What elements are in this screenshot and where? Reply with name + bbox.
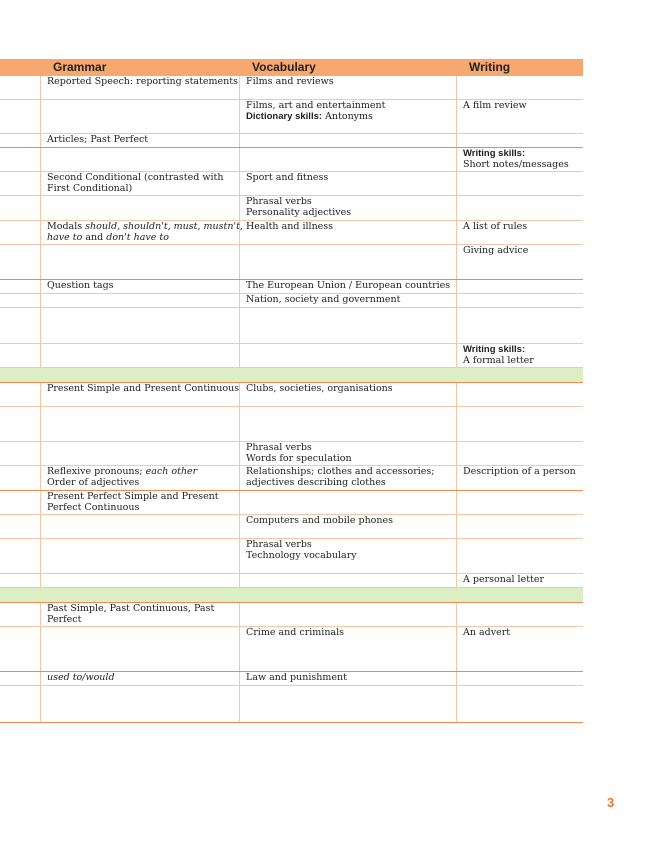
- unit-cell: [0, 491, 41, 514]
- section-divider: [0, 368, 583, 382]
- table-row: [0, 76, 583, 100]
- writing-cell: [457, 221, 583, 244]
- grammar-cell: [41, 134, 240, 147]
- vocabulary-text: Relationships; clothes and accessories;: [246, 466, 435, 477]
- grammar-text: Perfect: [47, 613, 82, 625]
- skills-label: Dictionary skills:: [246, 110, 323, 122]
- unit-cell: [0, 627, 41, 671]
- unit-cell: [0, 76, 41, 99]
- vocabulary-cell: [240, 280, 457, 293]
- vocabulary-cell: [240, 308, 457, 343]
- grammar-cell: [41, 627, 240, 671]
- grammar-italic: each other: [145, 466, 198, 477]
- grammar-cell: [41, 383, 240, 406]
- grammar-text: Reported Speech: reporting statements: [47, 76, 238, 87]
- vocabulary-cell: [240, 76, 457, 99]
- table-row: [0, 134, 583, 148]
- table-row: [0, 672, 583, 686]
- grammar-text: Reflexive pronouns;: [47, 466, 146, 477]
- vocabulary-text: adjectives describing clothes: [246, 476, 386, 488]
- header-grammar: Grammar: [53, 60, 107, 74]
- vocabulary-cell: [240, 442, 457, 465]
- writing-cell: [457, 100, 583, 133]
- table-row: [0, 100, 583, 134]
- grammar-text: Order of adjectives: [47, 476, 140, 488]
- grammar-italic: should, shouldn't, must, mustn't,: [85, 221, 243, 232]
- unit-cell: [0, 148, 41, 171]
- vocabulary-cell: [240, 172, 457, 195]
- table-row: [0, 466, 583, 491]
- writing-text: A film review: [463, 100, 527, 111]
- unit-cell: [0, 686, 41, 722]
- table-row: [0, 221, 583, 245]
- vocabulary-text: Films and reviews: [246, 76, 334, 87]
- table-row: [0, 574, 583, 588]
- vocabulary-text: Health and illness: [246, 221, 334, 232]
- writing-cell: [457, 308, 583, 343]
- vocabulary-cell: [240, 627, 457, 671]
- writing-text: Giving advice: [463, 245, 529, 256]
- writing-cell: [457, 76, 583, 99]
- skills-label: Writing skills:: [463, 148, 526, 159]
- grammar-italic: have to: [47, 231, 83, 243]
- header-vocabulary: Vocabulary: [252, 60, 316, 74]
- writing-cell: [457, 134, 583, 147]
- table-row: [0, 280, 583, 294]
- grammar-cell: [41, 196, 240, 220]
- vocabulary-cell: [240, 294, 457, 307]
- vocabulary-cell: [240, 221, 457, 244]
- writing-cell: [457, 515, 583, 538]
- grammar-cell: [41, 294, 240, 307]
- writing-text: An advert: [463, 627, 511, 638]
- vocabulary-text: Clubs, societies, organisations: [246, 383, 393, 394]
- writing-cell: [457, 344, 583, 367]
- grammar-cell: [41, 686, 240, 722]
- grammar-cell: [41, 245, 240, 279]
- vocabulary-cell: [240, 245, 457, 279]
- vocabulary-cell: [240, 491, 457, 514]
- writing-cell: [457, 280, 583, 293]
- unit-cell: [0, 196, 41, 220]
- vocabulary-text: Phrasal verbs: [246, 539, 312, 550]
- writing-cell: [457, 442, 583, 465]
- page-number: 3: [607, 795, 615, 810]
- table-row: [0, 686, 583, 723]
- grammar-text: Past Simple, Past Continuous, Past: [47, 603, 215, 614]
- vocabulary-cell: [240, 574, 457, 587]
- vocabulary-cell: [240, 100, 457, 133]
- grammar-cell: [41, 172, 240, 195]
- writing-text: Short notes/messages: [463, 158, 569, 170]
- table-row: [0, 627, 583, 672]
- vocabulary-text: Computers and mobile phones: [246, 515, 394, 526]
- writing-cell: [457, 603, 583, 626]
- writing-cell: [457, 466, 583, 490]
- writing-text: A formal letter: [463, 354, 534, 366]
- vocabulary-cell: [240, 383, 457, 406]
- unit-cell: [0, 100, 41, 133]
- vocabulary-text: Law and punishment: [246, 672, 347, 683]
- unit-cell: [0, 172, 41, 195]
- vocabulary-cell: [240, 344, 457, 367]
- writing-text: A personal letter: [463, 574, 545, 585]
- unit-cell: [0, 221, 41, 244]
- section-divider: [0, 588, 583, 602]
- writing-cell: [457, 172, 583, 195]
- unit-cell: [0, 603, 41, 626]
- syllabus-table: [0, 59, 583, 723]
- table-row: [0, 382, 583, 407]
- grammar-text: Articles; Past Perfect: [47, 134, 149, 145]
- writing-cell: [457, 148, 583, 171]
- unit-cell: [0, 672, 41, 685]
- table-row: [0, 196, 583, 221]
- vocabulary-text: Crime and criminals: [246, 627, 345, 638]
- unit-cell: [0, 308, 41, 343]
- unit-cell: [0, 442, 41, 465]
- grammar-text: Question tags: [47, 280, 114, 291]
- unit-cell: [0, 134, 41, 147]
- grammar-cell: [41, 280, 240, 293]
- grammar-italic: used to/would: [47, 672, 115, 683]
- grammar-text: Present Perfect Simple and Present: [47, 491, 219, 502]
- grammar-text: First Conditional): [47, 182, 133, 194]
- grammar-cell: [41, 672, 240, 685]
- grammar-text: and: [82, 231, 107, 243]
- grammar-text: Modals: [47, 221, 86, 232]
- vocabulary-cell: [240, 407, 457, 441]
- vocabulary-text: Nation, society and government: [246, 294, 401, 305]
- table-row: [0, 148, 583, 172]
- vocabulary-cell: [240, 539, 457, 573]
- table-row: [0, 308, 583, 344]
- vocabulary-text: Sport and fitness: [246, 172, 329, 183]
- grammar-cell: [41, 100, 240, 133]
- vocabulary-text: Phrasal verbs: [246, 196, 312, 207]
- vocabulary-cell: [240, 148, 457, 171]
- writing-cell: [457, 686, 583, 722]
- writing-cell: [457, 672, 583, 685]
- table-row: [0, 407, 583, 442]
- vocabulary-text: Phrasal verbs: [246, 442, 312, 453]
- unit-cell: [0, 466, 41, 490]
- writing-cell: [457, 294, 583, 307]
- vocabulary-text: Personality adjectives: [246, 206, 352, 218]
- grammar-cell: [41, 466, 240, 490]
- unit-cell: [0, 344, 41, 367]
- vocabulary-text: Antonyms: [322, 110, 373, 122]
- grammar-cell: [41, 515, 240, 538]
- table-header: [0, 59, 583, 76]
- unit-cell: [0, 294, 41, 307]
- unit-cell: [0, 539, 41, 573]
- grammar-cell: [41, 491, 240, 514]
- header-writing: Writing: [469, 60, 511, 74]
- skills-label: Writing skills:: [463, 344, 526, 355]
- vocabulary-text: Words for speculation: [246, 452, 352, 464]
- grammar-cell: [41, 76, 240, 99]
- writing-cell: [457, 407, 583, 441]
- grammar-cell: [41, 603, 240, 626]
- writing-cell: [457, 574, 583, 587]
- grammar-cell: [41, 407, 240, 441]
- table-row: [0, 602, 583, 627]
- vocabulary-cell: [240, 672, 457, 685]
- vocabulary-text: Technology vocabulary: [246, 549, 357, 561]
- writing-cell: [457, 627, 583, 671]
- vocabulary-cell: [240, 603, 457, 626]
- grammar-cell: [41, 574, 240, 587]
- writing-text: A list of rules: [463, 221, 528, 232]
- grammar-text: Second Conditional (contrasted with: [47, 172, 224, 183]
- unit-cell: [0, 245, 41, 279]
- vocabulary-cell: [240, 686, 457, 722]
- unit-cell: [0, 515, 41, 538]
- writing-cell: [457, 196, 583, 220]
- vocabulary-cell: [240, 196, 457, 220]
- table-row: [0, 442, 583, 466]
- writing-cell: [457, 245, 583, 279]
- table-row: [0, 344, 583, 368]
- writing-cell: [457, 491, 583, 514]
- grammar-cell: [41, 308, 240, 343]
- grammar-text: Present Simple and Present Continuous: [47, 383, 240, 394]
- unit-cell: [0, 383, 41, 406]
- grammar-cell: [41, 442, 240, 465]
- vocabulary-text: The European Union / European countries: [246, 280, 451, 291]
- unit-cell: [0, 574, 41, 587]
- grammar-cell: [41, 539, 240, 573]
- grammar-cell: [41, 344, 240, 367]
- vocabulary-cell: [240, 134, 457, 147]
- table-row: [0, 245, 583, 280]
- table-row: [0, 294, 583, 308]
- grammar-cell: [41, 221, 243, 244]
- grammar-cell: [41, 148, 240, 171]
- writing-text: Description of a person: [463, 466, 576, 477]
- vocabulary-text: Films, art and entertainment: [246, 100, 386, 111]
- writing-cell: [457, 383, 583, 406]
- table-row: [0, 515, 583, 539]
- table-row: [0, 172, 583, 196]
- table-row: [0, 539, 583, 574]
- vocabulary-cell: [240, 515, 457, 538]
- unit-cell: [0, 280, 41, 293]
- writing-cell: [457, 539, 583, 573]
- vocabulary-cell: [240, 466, 457, 490]
- table-row: [0, 491, 583, 515]
- unit-cell: [0, 407, 41, 441]
- grammar-italic: don't have to: [106, 231, 169, 243]
- grammar-text: Perfect Continuous: [47, 501, 140, 513]
